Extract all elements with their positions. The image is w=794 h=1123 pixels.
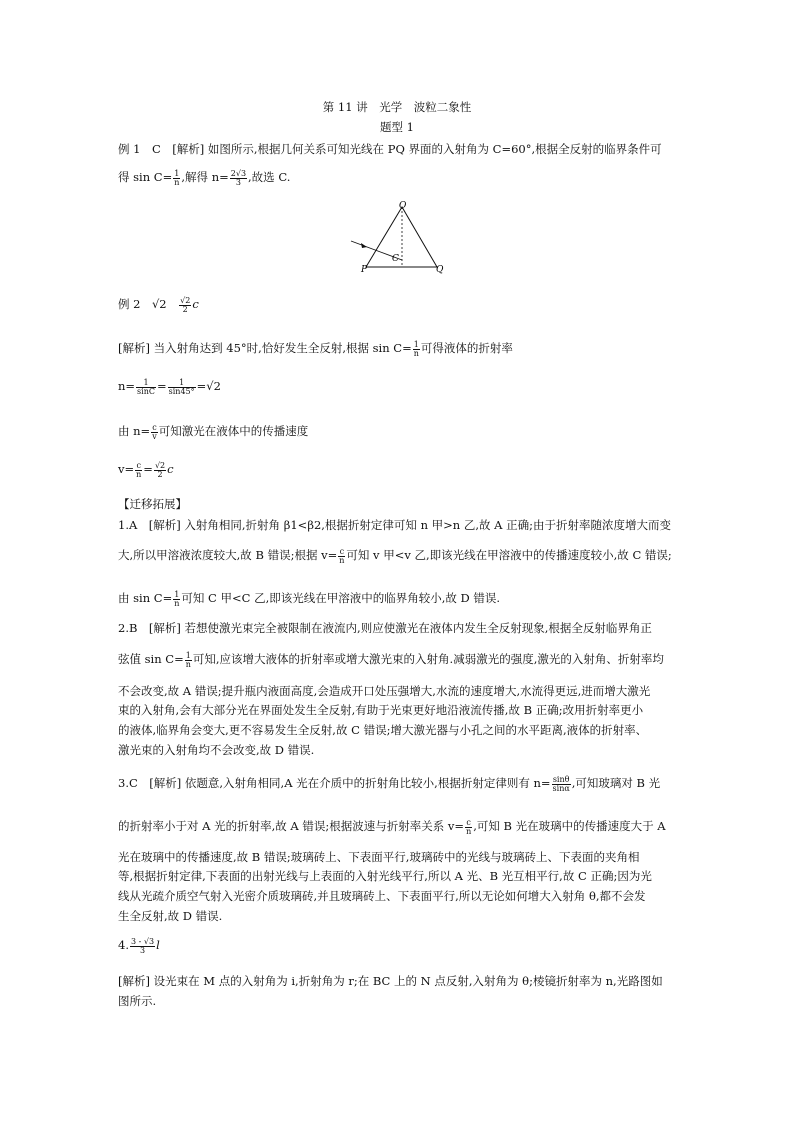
q3-line6: 生全反射,故 D 错误. xyxy=(118,909,223,923)
q2-line1: 2.B [解析] 若想使激光束完全被限制在液流内,则应使激光在液体内发生全反射现象,根据全反射临界角正 xyxy=(118,621,652,635)
fraction: $\frac{2√3}{3}$ xyxy=(230,168,247,187)
q3-line5: 线从光疏介质空气射入光密介质玻璃砖,并且玻璃砖上、下表面平行,所以无论如何增大入射角 θ,都不会发 xyxy=(118,889,646,903)
label-q: Q xyxy=(436,265,444,275)
q3-line1: 3.C [解析] 依题意,入射角相同,A 光在介质中的折射角比较小,根据折射定律则有 n= $\frac{\sin\theta}{\sin\alpha}$ ,可知玻璃对 B 光 xyxy=(118,774,661,793)
triangle-shape xyxy=(366,207,437,267)
triangle-figure xyxy=(345,200,445,278)
ex2-line1: [解析] 当入射角达到 45°时,恰好发生全反射,根据 sin C= $\frac{1}{n}$ 可得液体的折射率 xyxy=(118,339,513,358)
q2-line2: 弦值 sin C= $\frac{1}{n}$ 可知,应该增大液体的折射率或增大激光束的入射角.减弱激光的强度,激光的入射角、折射率均 xyxy=(118,650,664,669)
ex2-line3: 由 n= $\frac{c}{v}$ 可知激光在液体中的传播速度 xyxy=(118,422,309,441)
ex1-line2: 得 sin C= $\frac{1}{n}$ ,解得 n= $\frac{2√3}{3}$ ,故选 C. xyxy=(118,168,291,187)
q1-line3: 由 sin C= $\frac{1}{n}$ 可知 C 甲<C 乙,即该光线在甲溶液中的临界角较小,故 D 错误. xyxy=(118,589,501,608)
ex2-head: 例 2 √2 $\frac{√2}{2}$ c xyxy=(118,295,199,314)
q3-line2: 的折射率小于对 A 光的折射率,故 A 错误;根据波速与折射率关系 v= $\frac{c}{n}$ ,可知 B 光在玻璃中的传播速度大于 A xyxy=(118,817,666,836)
q4-line1: [解析] 设光束在 M 点的入射角为 i,折射角为 r;在 BC 上的 N 点反射,入射角为 θ;棱镜折射率为 n,光路图如 xyxy=(118,974,663,988)
ex1-line1: 例 1 C [解析] 如图所示,根据几何关系可知光线在 PQ 界面的入射角为 C=60°,根据全反射的临界条件可 xyxy=(118,142,662,156)
q2-line4: 束的入射角,会有大部分光在界面处发生全反射,有助于光束更好地沿液流传播,故 B 正确;改用折射率更小 xyxy=(118,703,644,717)
ex2-line4: v= $\frac{c}{n}$ = $\frac{√2}{2}$ c xyxy=(118,460,174,479)
ex2-line2: n= $\frac{1}{\sin C}$ = $\frac{1}{\sin 45^\circ}$ =√2 xyxy=(118,377,221,396)
fraction: $\frac{1}{n}$ xyxy=(174,168,180,187)
label-c: C xyxy=(392,254,399,264)
ray-arrow xyxy=(361,243,367,248)
q4-head: 4. $\frac{3 - √3}{3}$ l xyxy=(118,936,160,955)
extension-title: 【迁移拓展】 xyxy=(118,497,187,511)
q2-line6: 激光束的入射角均不会改变,故 D 错误. xyxy=(118,743,315,757)
q3-line3: 光在玻璃中的传播速度,故 B 错误;玻璃砖上、下表面平行,玻璃砖中的光线与玻璃砖上、下表面的夹角相 xyxy=(118,850,640,864)
label-o: O xyxy=(399,201,407,211)
q2-line3: 不会改变,故 A 错误;提升瓶内液面高度,会造成开口处压强增大,水流的速度增大,水流得更远,进而增大激光 xyxy=(118,684,651,698)
section-subtitle: 题型 1 xyxy=(380,120,414,134)
page-title: 第 11 讲 光学 波粒二象性 xyxy=(322,100,472,114)
q4-line2: 图所示. xyxy=(118,994,157,1008)
q1-line1: 1.A [解析] 入射角相同,折射角 β1<β2,根据折射定律可知 n 甲>n 乙,故 A 正确;由于折射率随浓度增大而变 xyxy=(118,518,671,532)
label-p: P xyxy=(361,265,368,275)
q2-line5: 的液体,临界角会变大,更不容易发生全反射,故 C 错误;增大激光器与小孔之间的水平距离,液体的折射率、 xyxy=(118,723,648,737)
q1-line2: 大,所以甲溶液浓度较大,故 B 错误;根据 v= $\frac{c}{n}$ 可知 v 甲<v 乙,即该光线在甲溶液中的传播速度较小,故 C 错误; xyxy=(118,546,672,565)
q3-line4: 等,根据折射定律,下表面的出射光线与上表面的入射光线平行,所以 A 光、B 光互相平行,故 C 正确;因为光 xyxy=(118,869,652,883)
